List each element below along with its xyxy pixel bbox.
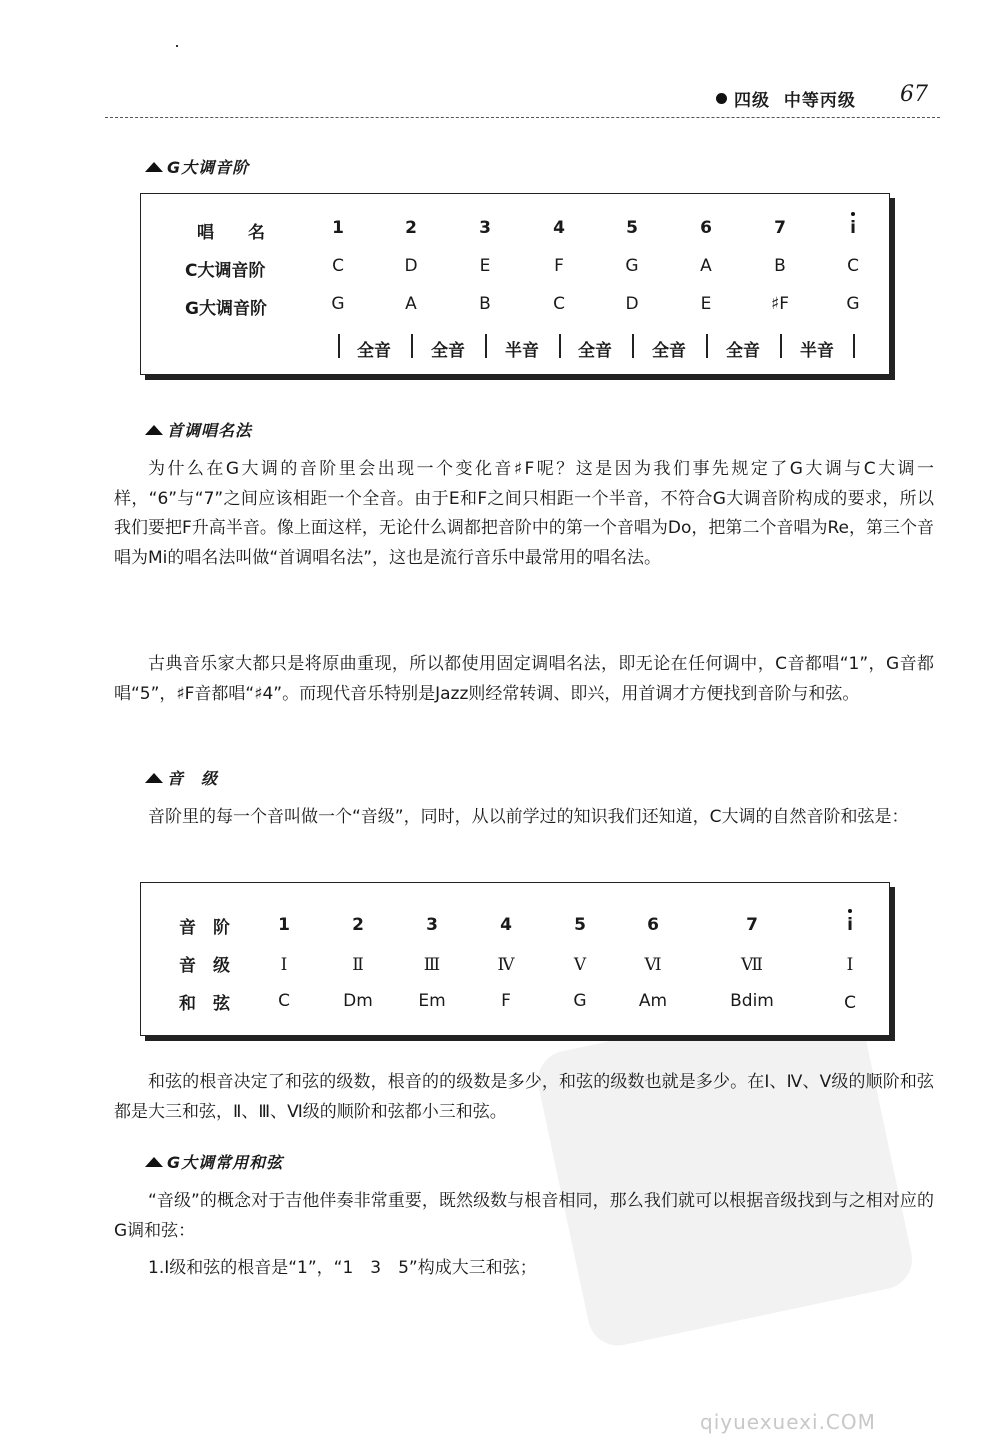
c-major-cell: C [332,256,344,276]
interval-cell: 全音 [726,341,760,361]
interval-separator [853,334,855,358]
site-watermark: qiyuexuexi.COM [700,1410,876,1434]
g-major-scale-table [140,193,890,375]
section-heading-scale-degree [145,766,218,789]
interval-cell: 全音 [578,341,612,361]
paragraph-fixed-do: 古典音乐家大都只是将原曲重现，所以都使用固定调唱名法，即无论在任何调中，C音都唱“1”，G音都唱“5”，♯F音都唱“♯4”。而现代音乐特别是Jazz则经常转调、即兴，用首调才方便找到音阶与和弦。 [114,654,934,704]
g-major-cell: B [479,294,491,314]
interval-separator [632,334,634,358]
solfege-cell: 7 [774,218,786,238]
solfege-cell: 2 [405,218,417,238]
row-label-chord: 和 弦 [179,994,230,1014]
c-major-cell: G [625,256,639,276]
interval-separator [559,334,561,358]
chord-cell: C [278,991,290,1011]
scan-speck [176,45,178,47]
header-divider [105,117,940,118]
chord-cell: Dm [343,991,373,1011]
section-heading-g-major-chords [145,1150,283,1173]
chord-cell: C [844,993,856,1013]
triangle-icon [145,425,163,435]
section-heading-label: 首调唱名法 [167,421,253,440]
degree-cell: Ⅲ [423,955,441,975]
row-label-scale: 音 阶 [179,918,230,938]
solfege-cell-high-do: i [823,218,883,238]
g-major-cell: A [405,294,417,314]
chord-cell: F [501,991,511,1011]
scale-cell: 4 [500,915,512,935]
section-heading-label: G大调常用和弦 [167,1153,284,1172]
scale-cell: 2 [352,915,364,935]
degree-cell: Ⅰ [280,955,288,975]
solfege-cell: 6 [700,218,712,238]
g-major-cell: G [331,294,345,314]
scale-cell-high-do: i [820,915,880,935]
interval-separator [411,334,413,358]
interval-cell: 半音 [800,341,834,361]
triangle-icon [145,773,163,783]
scale-cell: 3 [426,915,438,935]
paragraph-movable-do: 为什么在G大调的音阶里会出现一个变化音♯F呢？这是因为我们事先规定了G大调与C大调一样，“6”与“7”之间应该相距一个全音。由于E和F之间只相距一个半音，不符合G大调音阶构成的要求，所以我们要把F升高半音。像上面这样，无论什么调都把音阶中的第一个音唱为Do，把第二个音唱为Re，第三个音唱为Mi的唱名法叫做“首调唱名法”，这也是流行音乐中最常用的唱名法。 [114,459,934,568]
paragraph-scale-degree: 音阶里的每一个音叫做一个“音级”，同时，从以前学过的知识我们还知道，C大调的自然音阶和弦是： [148,807,909,827]
g-major-cell: ♯F [770,294,789,314]
degree-cell: Ⅴ [573,955,587,975]
solfege-cell: 5 [626,218,638,238]
scale-cell: 6 [647,915,659,935]
watermark-stamp [532,989,917,1351]
scale-cell: 1 [278,915,290,935]
section-heading-movable-do [145,418,252,441]
g-major-cell: G [846,294,860,314]
c-major-cell: E [479,256,491,276]
degree-cell: Ⅳ [497,955,515,975]
row-label-g-major: G大调音阶 [185,299,267,319]
interval-cell: 全音 [652,341,686,361]
degree-cell: Ⅵ [644,955,662,975]
chord-cell: G [573,991,587,1011]
interval-separator [338,334,340,358]
g-major-cell: C [553,294,565,314]
paragraph-g-chords-intro: “音级”的概念对于吉他伴奏非常重要，既然级数与根音相同，那么我们就可以根据音级找到与之相对应的G调和弦： [114,1191,934,1241]
running-header: 四级 中等丙级 [734,91,856,111]
interval-separator [706,334,708,358]
paragraph-chord-degree: 和弦的根音决定了和弦的级数，根音的的级数是多少，和弦的级数也就是多少。在Ⅰ、Ⅳ、Ⅴ级的顺阶和弦都是大三和弦，Ⅱ、Ⅲ、Ⅵ级的顺阶和弦都小三和弦。 [114,1072,934,1122]
interval-cell: 半音 [505,341,539,361]
bullet-icon [716,93,727,104]
list-item-chord-1: 1.Ⅰ级和弦的根音是“1”，“1 3 5”构成大三和弦； [148,1258,537,1278]
page-number: 67 [900,82,928,107]
interval-cell: 全音 [357,341,391,361]
section-heading-label: G大调音阶 [167,158,250,177]
interval-separator [780,334,782,358]
triangle-icon [145,162,163,172]
degree-cell: Ⅰ [846,955,854,975]
interval-separator [485,334,487,358]
c-major-cell: A [700,256,712,276]
g-major-cell: E [700,294,712,314]
c-major-cell: F [554,256,564,276]
chord-cell: Em [418,991,446,1011]
scale-cell: 7 [746,915,758,935]
scale-cell: 5 [574,915,586,935]
degree-cell: Ⅱ [352,955,364,975]
solfege-cell: 1 [332,218,344,238]
section-heading-g-major-scale [145,155,249,178]
section-heading-label: 音 级 [167,769,219,788]
g-major-cell: D [625,294,639,314]
solfege-cell: 4 [553,218,565,238]
c-major-cell: C [847,256,859,276]
degree-cell: Ⅶ [741,955,763,975]
c-major-chord-table [140,882,890,1036]
interval-cell: 全音 [431,341,465,361]
c-major-cell: B [774,256,786,276]
solfege-cell: 3 [479,218,491,238]
chord-cell: Bdim [730,991,774,1011]
triangle-icon [145,1157,163,1167]
chord-cell: Am [638,991,668,1011]
c-major-cell: D [404,256,418,276]
row-label-degree: 音 级 [179,956,230,976]
row-label-c-major: C大调音阶 [185,261,266,281]
row-label-solfege: 唱 名 [197,223,265,243]
